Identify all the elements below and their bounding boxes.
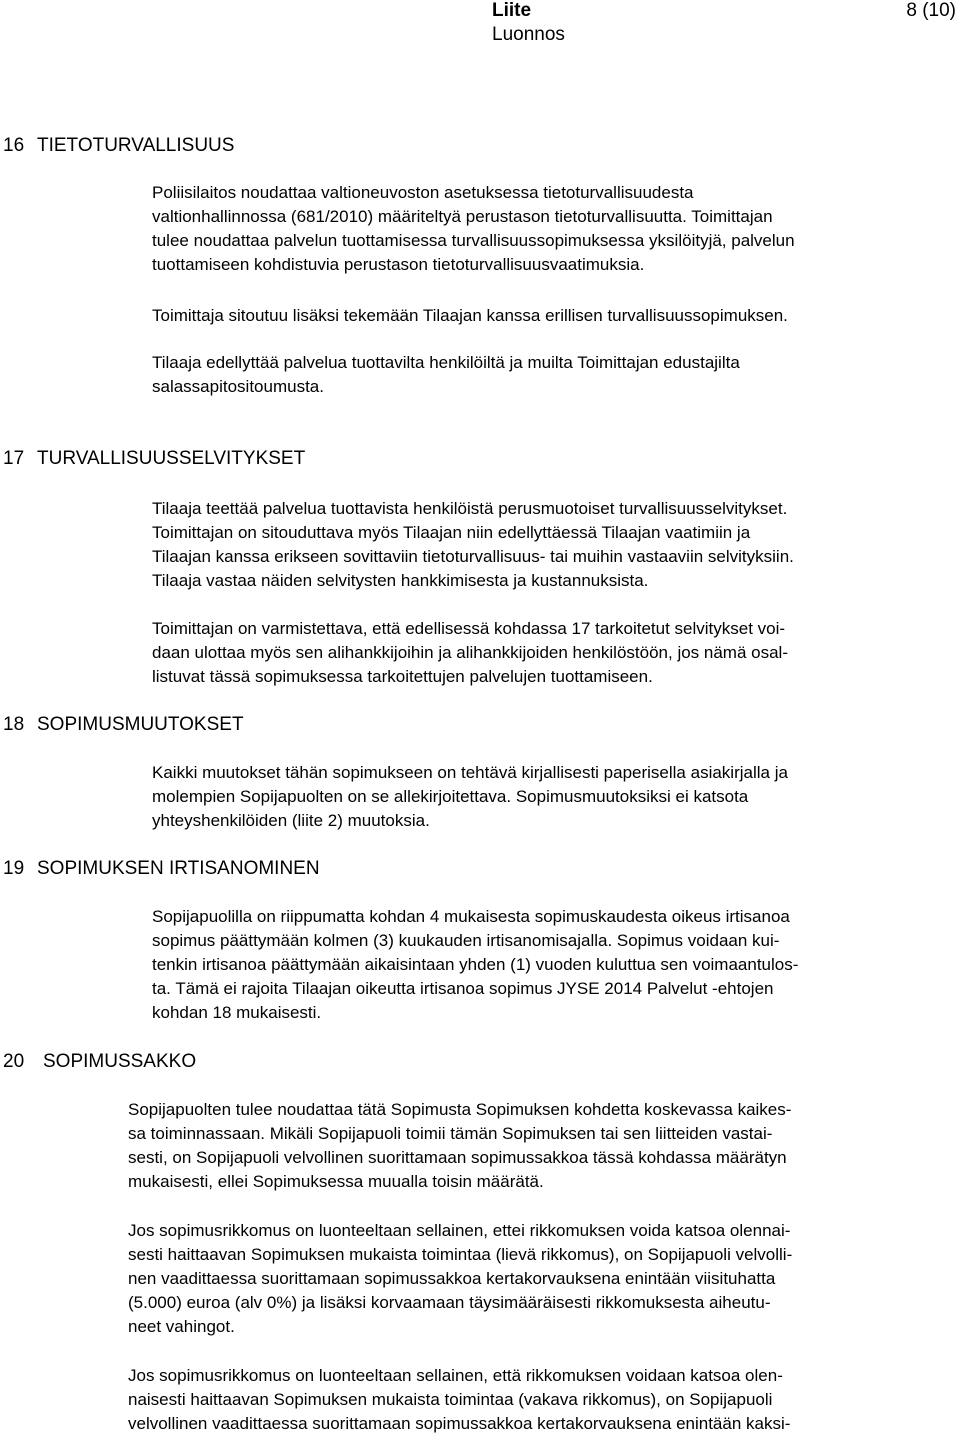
document-label: Liite xyxy=(492,0,532,21)
text-line: sesti haittaavan Sopimuksen mukaista toimintaa (lievä rikkomus), on Sopijapuoli velvolli- xyxy=(128,1245,793,1264)
text-line: velvollinen vaadittaessa suorittamaan sopimussakkoa kertakorvauksena enintään kaksi- xyxy=(128,1414,791,1433)
text-line: neet vahingot. xyxy=(128,1317,235,1336)
text-line: Toimittajan on varmistettava, että edellisessä kohdassa 17 tarkoitetut selvitykset voi- xyxy=(152,619,786,638)
text-line: tuottamiseen kohdistuvia perustason tietoturvallisuusvaatimuksia. xyxy=(152,255,645,274)
draft-label: Luonnos xyxy=(492,24,565,45)
text-line: sesti, on Sopijapuoli velvollinen suorittamaan sopimussakkoa tässä kohdassa määrätyn xyxy=(128,1148,787,1167)
paragraph xyxy=(152,905,798,1025)
section-title: SOPIMUKSEN IRTISANOMINEN xyxy=(37,858,320,879)
text-line: daan ulottaa myös sen alihankkijoihin ja alihankkijoiden henkilöstöön, jos nämä osal- xyxy=(152,643,788,662)
text-line: Jos sopimusrikkomus on luonteeltaan sellainen, että rikkomuksen voidaan katsoa olen- xyxy=(128,1366,783,1385)
section-number: 20 xyxy=(3,1051,25,1072)
paragraph xyxy=(128,1219,792,1339)
text-line: tenkin irtisanoa päättymään aikaisintaan yhden (1) vuoden kuluttua sen voimaantulos- xyxy=(152,955,799,974)
paragraph xyxy=(128,1364,790,1436)
paragraph xyxy=(152,761,788,833)
text-line: tulee noudattaa palvelun tuottamisessa turvallisuussopimuksessa yksilöityjä, palvelun xyxy=(152,231,795,250)
text-line: listuvat tässä sopimuksessa tarkoitettujen palvelujen tuottamiseen. xyxy=(152,667,653,686)
section-number: 19 xyxy=(3,858,25,879)
page-header xyxy=(492,0,960,48)
paragraph xyxy=(152,497,794,593)
text-line: Tilaaja edellyttää palvelua tuottavilta henkilöiltä ja muilta Toimittajan edustajilta xyxy=(152,353,740,372)
section-heading-19 xyxy=(3,857,320,881)
section-heading-17 xyxy=(3,447,305,471)
paragraph xyxy=(152,351,740,399)
text-line: valtionhallinnossa (681/2010) määriteltyä perustason tietoturvallisuutta. Toimittajan xyxy=(152,207,773,226)
text-line: Tilaajan kanssa erikseen sovittaviin tietoturvallisuus- tai muihin vastaaviin selvityksiin. xyxy=(152,547,794,566)
text-line: Poliisilaitos noudattaa valtioneuvoston asetuksessa tietoturvallisuudesta xyxy=(152,183,694,202)
page-number: 8 (10) xyxy=(906,0,956,21)
text-line: molempien Sopijapuolten on se allekirjoitettava. Sopimusmuutoksiksi ei katsota xyxy=(152,787,749,806)
text-line: mukaisesti, ellei Sopimuksessa muualla toisin määrätä. xyxy=(128,1172,544,1191)
section-number: 16 xyxy=(3,135,25,156)
section-title: TURVALLISUUSSELVITYKSET xyxy=(37,448,306,469)
text-line: (5.000) euroa (alv 0%) ja lisäksi korvaamaan täysimääräisesti rikkomuksesta aiheutu- xyxy=(128,1293,771,1312)
text-line: nen vaadittaessa suorittamaan sopimussakkoa kertakorvauksena enintään viisituhatta xyxy=(128,1269,776,1288)
text-line: Toimittaja sitoutuu lisäksi tekemään Tilaajan kanssa erillisen turvallisuussopimuksen. xyxy=(152,306,788,325)
text-line: sa toiminnassaan. Mikäli Sopijapuoli toimii tämän Sopimuksen tai sen liitteiden vastai- xyxy=(128,1124,773,1143)
paragraph xyxy=(128,1098,791,1194)
text-line: Sopijapuolilla on riippumatta kohdan 4 mukaisesta sopimuskaudesta oikeus irtisanoa xyxy=(152,907,790,926)
paragraph xyxy=(152,617,788,689)
section-heading-20 xyxy=(3,1050,196,1074)
text-line: Sopijapuolten tulee noudattaa tätä Sopimusta Sopimuksen kohdetta koskevassa kaikes- xyxy=(128,1100,792,1119)
text-line: salassapitositoumusta. xyxy=(152,377,324,396)
paragraph xyxy=(152,181,795,277)
text-line: Tilaaja vastaa näiden selvitysten hankkimisesta ja kustannuksista. xyxy=(152,571,649,590)
text-line: kohdan 18 mukaisesti. xyxy=(152,1003,322,1022)
text-line: Tilaaja teettää palvelua tuottavista henkilöistä perusmuotoiset turvallisuusselvitykset. xyxy=(152,499,788,518)
section-title: SOPIMUSMUUTOKSET xyxy=(37,714,244,735)
paragraph xyxy=(152,304,788,328)
text-line: yhteyshenkilöiden (liite 2) muutoksia. xyxy=(152,811,430,830)
section-title: SOPIMUSSAKKO xyxy=(43,1051,197,1072)
section-number: 17 xyxy=(3,448,25,469)
text-line: Kaikki muutokset tähän sopimukseen on tehtävä kirjallisesti paperisella asiakirjalla ja xyxy=(152,763,788,782)
section-heading-16 xyxy=(3,134,234,158)
section-title: TIETOTURVALLISUUS xyxy=(37,135,235,156)
text-line: Jos sopimusrikkomus on luonteeltaan sellainen, ettei rikkomuksen voida katsoa olennai- xyxy=(128,1221,791,1240)
section-heading-18 xyxy=(3,713,244,737)
text-line: ta. Tämä ei rajoita Tilaajan oikeutta irtisanoa sopimus JYSE 2014 Palvelut -ehtojen xyxy=(152,979,774,998)
text-line: sopimus päättymään kolmen (3) kuukauden irtisanomisajalla. Sopimus voidaan kui- xyxy=(152,931,780,950)
text-line: Toimittajan on sitouduttava myös Tilaajan niin edellyttäessä Tilaajan vaatimiin ja xyxy=(152,523,751,542)
text-line: naisesti haittaavan Sopimuksen mukaista toimintaa (vakava rikkomus), on Sopijapuoli xyxy=(128,1390,773,1409)
section-number: 18 xyxy=(3,714,25,735)
